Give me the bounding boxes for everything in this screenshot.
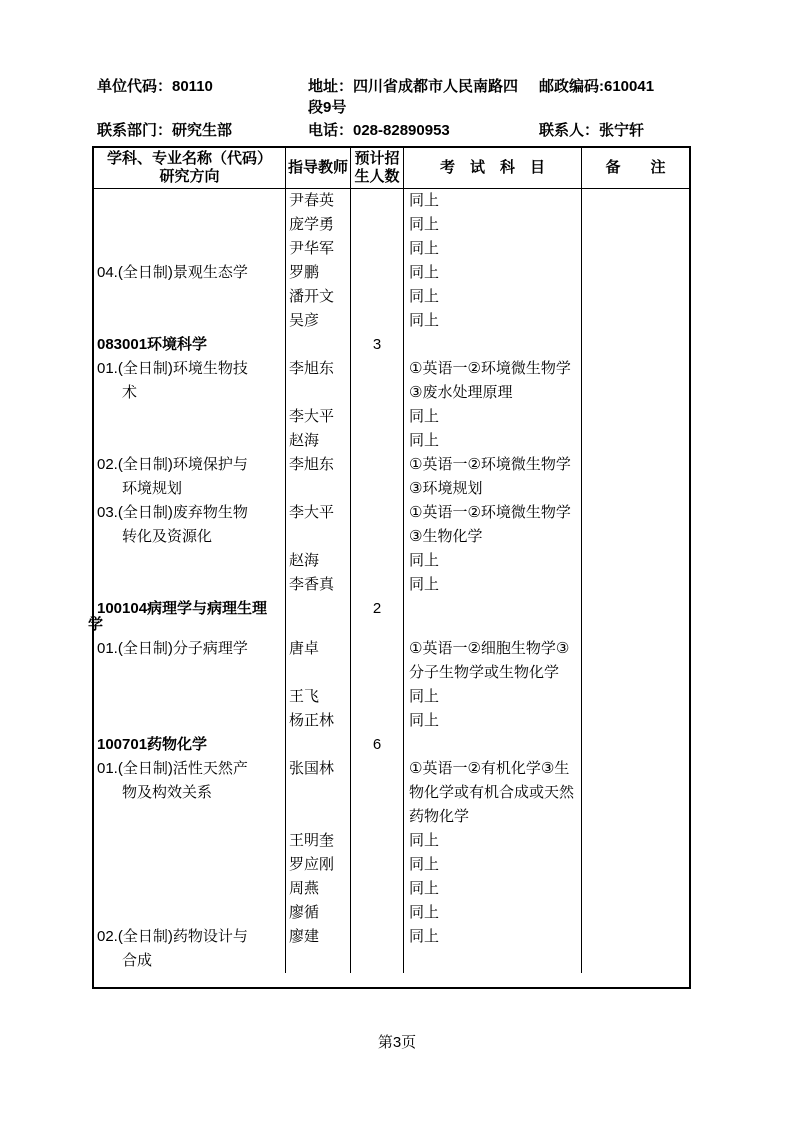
subjects-line: ①英语一②细胞生物学③ xyxy=(409,640,570,657)
quota-cell xyxy=(351,189,404,213)
major-cell xyxy=(94,549,286,573)
major-cell xyxy=(94,877,286,901)
quota-cell xyxy=(351,261,404,285)
subjects-line: 同上 xyxy=(409,216,440,233)
subjects-cell xyxy=(404,709,582,733)
major-cell xyxy=(94,237,286,261)
subjects-line: 同上 xyxy=(409,264,440,281)
advisor-cell xyxy=(286,709,351,733)
quota-cell xyxy=(351,685,404,709)
advisor-line: 李香真 xyxy=(289,576,335,593)
advisor-line: 吴彦 xyxy=(289,312,320,329)
advisor-cell xyxy=(286,501,351,549)
page-number: 第3页 xyxy=(377,1034,417,1051)
subjects-line: 同上 xyxy=(409,904,440,921)
table-row xyxy=(94,901,689,925)
advisor-cell xyxy=(286,213,351,237)
quota-cell xyxy=(351,285,404,309)
table-row xyxy=(94,925,689,973)
major-cell xyxy=(94,733,286,757)
admissions-table xyxy=(88,146,691,989)
table-row xyxy=(94,501,689,549)
major-cell xyxy=(94,429,286,453)
advisor-line: 杨正林 xyxy=(289,712,335,729)
advisor-cell xyxy=(286,877,351,901)
major-cell xyxy=(94,637,286,685)
subjects-cell xyxy=(404,853,582,877)
subjects-line: ①英语一②环境微生物学 xyxy=(409,360,571,377)
header-note-label: 备 注 xyxy=(605,159,666,176)
subjects-cell xyxy=(404,733,582,757)
subjects-line: 同上 xyxy=(409,240,440,257)
subjects-line: 同上 xyxy=(409,928,440,945)
quota-cell xyxy=(351,309,404,333)
subjects-cell xyxy=(404,597,582,637)
advisor-cell xyxy=(286,925,351,973)
contact-person: 联系人：张宁轩 xyxy=(539,122,645,139)
quota-cell xyxy=(351,853,404,877)
contact-dept: 联系部门：研究生部 xyxy=(97,122,233,139)
major-cell xyxy=(94,333,286,357)
major-cell xyxy=(94,685,286,709)
header-subjects xyxy=(404,148,582,188)
header-major-line1: 学科、专业名称（代码） xyxy=(106,150,272,167)
quota-cell xyxy=(351,429,404,453)
note-cell xyxy=(582,925,689,973)
note-cell xyxy=(582,189,689,213)
note-cell xyxy=(582,709,689,733)
major-cell xyxy=(94,829,286,853)
advisor-line: 李旭东 xyxy=(289,360,335,377)
advisor-cell xyxy=(286,829,351,853)
quota-cell xyxy=(351,597,404,637)
quota-cell xyxy=(351,501,404,549)
advisor-cell xyxy=(286,285,351,309)
header-note xyxy=(582,148,689,188)
quota-cell xyxy=(351,237,404,261)
advisor-line: 李大平 xyxy=(289,408,335,425)
subjects-line: 同上 xyxy=(409,712,440,729)
subjects-cell xyxy=(404,757,582,829)
advisor-cell xyxy=(286,853,351,877)
subjects-cell xyxy=(404,573,582,597)
major-line: 物及构效关系 xyxy=(122,784,213,801)
address xyxy=(308,76,539,120)
advisor-line: 赵海 xyxy=(289,552,320,569)
major-line: 04.(全日制)景观生态学 xyxy=(97,264,248,281)
table-row xyxy=(94,757,689,829)
subjects-cell xyxy=(404,333,582,357)
table-row xyxy=(94,573,689,597)
header-quota-line2: 生人数 xyxy=(354,168,400,185)
address-line1: 地址：四川省成都市人民南路四 xyxy=(308,78,519,95)
table-header-row xyxy=(94,148,689,189)
header-advisor-label: 指导教师 xyxy=(287,159,348,176)
advisor-line: 庞学勇 xyxy=(289,216,335,233)
subjects-line: 同上 xyxy=(409,312,440,329)
advisor-line: 尹华军 xyxy=(289,240,335,257)
table-body xyxy=(88,189,689,987)
subjects-cell xyxy=(404,405,582,429)
note-cell xyxy=(582,213,689,237)
subjects-line: ①英语一②环境微生物学 xyxy=(409,504,571,521)
advisor-cell xyxy=(286,549,351,573)
major-line: 100104病理学与病理生理 xyxy=(97,600,268,617)
subjects-cell xyxy=(404,549,582,573)
advisor-cell xyxy=(286,261,351,285)
note-cell xyxy=(582,261,689,285)
table-row xyxy=(94,685,689,709)
major-line: 01.(全日制)活性天然产 xyxy=(97,760,248,777)
advisor-cell xyxy=(286,685,351,709)
table-row xyxy=(94,549,689,573)
subjects-cell xyxy=(404,285,582,309)
subjects-cell xyxy=(404,261,582,285)
major-cell xyxy=(94,213,286,237)
table-row xyxy=(94,637,689,685)
quota-cell xyxy=(351,549,404,573)
major-cell xyxy=(94,573,286,597)
quota-cell xyxy=(351,405,404,429)
subjects-line: ③环境规划 xyxy=(409,480,483,497)
advisor-line: 潘开文 xyxy=(289,288,335,305)
header-subjects-label: 考 试 科 目 xyxy=(439,159,545,176)
header-quota-line1: 预计招 xyxy=(354,150,400,167)
advisor-line: 罗鹏 xyxy=(289,264,320,281)
major-cell xyxy=(94,309,286,333)
advisor-line: 罗应刚 xyxy=(289,856,335,873)
table-row xyxy=(94,285,689,309)
major-cell xyxy=(94,501,286,549)
major-line: 100701药物化学 xyxy=(97,736,208,753)
subjects-cell xyxy=(404,429,582,453)
note-cell xyxy=(582,453,689,501)
advisor-cell xyxy=(286,357,351,405)
note-cell xyxy=(582,357,689,405)
subjects-cell xyxy=(404,189,582,213)
subjects-line: 同上 xyxy=(409,288,440,305)
subjects-line: 分子生物学或生物化学 xyxy=(409,664,560,681)
contact-info-block xyxy=(97,76,691,141)
table-row xyxy=(94,237,689,261)
note-cell xyxy=(582,901,689,925)
subjects-line: 同上 xyxy=(409,408,440,425)
note-cell xyxy=(582,573,689,597)
subjects-cell xyxy=(404,685,582,709)
note-cell xyxy=(582,405,689,429)
advisor-cell xyxy=(286,189,351,213)
subjects-line: 药物化学 xyxy=(409,808,470,825)
advisor-cell xyxy=(286,901,351,925)
major-line: 02.(全日制)药物设计与 xyxy=(97,928,248,945)
quota-cell xyxy=(351,829,404,853)
major-cell xyxy=(94,189,286,213)
major-cell xyxy=(94,453,286,501)
header-advisor xyxy=(286,148,351,188)
postal-code: 邮政编码:610041 xyxy=(539,78,655,95)
note-cell xyxy=(582,549,689,573)
major-cell xyxy=(94,709,286,733)
subjects-line: ①英语一②有机化学③生 xyxy=(409,760,570,777)
subjects-line: ③生物化学 xyxy=(409,528,483,545)
table-row xyxy=(94,829,689,853)
subjects-line: 同上 xyxy=(409,552,440,569)
advisor-line: 李大平 xyxy=(289,504,335,521)
subjects-line: 同上 xyxy=(409,432,440,449)
advisor-cell xyxy=(286,637,351,685)
table-row xyxy=(94,357,689,405)
phone: 电话：028-82890953 xyxy=(308,122,450,139)
table-row xyxy=(94,429,689,453)
note-cell xyxy=(582,429,689,453)
note-cell xyxy=(582,877,689,901)
subjects-cell xyxy=(404,901,582,925)
major-cell xyxy=(94,405,286,429)
table-row xyxy=(94,261,689,285)
table-row xyxy=(94,733,689,757)
advisor-line: 廖循 xyxy=(289,904,320,921)
note-cell xyxy=(582,285,689,309)
subjects-cell xyxy=(404,213,582,237)
subjects-line: 同上 xyxy=(409,576,440,593)
major-cell xyxy=(94,261,286,285)
note-cell xyxy=(582,309,689,333)
note-cell xyxy=(582,829,689,853)
subjects-cell xyxy=(404,357,582,405)
subjects-cell xyxy=(404,637,582,685)
subjects-line: ③废水处理原理 xyxy=(409,384,513,401)
table-row xyxy=(94,877,689,901)
header-major xyxy=(94,148,286,188)
note-cell xyxy=(582,637,689,685)
major-line: 环境规划 xyxy=(122,480,183,497)
subjects-cell xyxy=(404,877,582,901)
quota-line: 3 xyxy=(372,336,382,353)
quota-cell xyxy=(351,733,404,757)
subjects-cell xyxy=(404,309,582,333)
advisor-cell xyxy=(286,757,351,829)
advisor-line: 王飞 xyxy=(289,688,320,705)
subjects-line: 物化学或有机合成或天然 xyxy=(409,784,575,801)
table-row xyxy=(94,453,689,501)
table-row xyxy=(94,189,689,213)
advisor-line: 周燕 xyxy=(289,880,320,897)
advisor-cell xyxy=(286,573,351,597)
advisor-cell xyxy=(286,453,351,501)
note-cell xyxy=(582,237,689,261)
advisor-cell xyxy=(286,237,351,261)
major-line: 术 xyxy=(122,384,138,401)
advisor-line: 赵海 xyxy=(289,432,320,449)
major-cell xyxy=(94,285,286,309)
major-line: 转化及资源化 xyxy=(122,528,213,545)
unit-code: 单位代码：80110 xyxy=(97,78,213,95)
major-line: 01.(全日制)环境生物技 xyxy=(97,360,248,377)
quota-cell xyxy=(351,901,404,925)
subjects-cell xyxy=(404,237,582,261)
table-row xyxy=(94,853,689,877)
major-cell xyxy=(94,925,286,973)
advisor-cell xyxy=(286,733,351,757)
table-row xyxy=(94,405,689,429)
note-cell xyxy=(582,733,689,757)
advisor-line: 廖建 xyxy=(289,928,320,945)
quota-cell xyxy=(351,757,404,829)
header-major-line2: 研究方向 xyxy=(159,168,220,185)
table-row xyxy=(94,213,689,237)
subjects-line: 同上 xyxy=(409,688,440,705)
subjects-line: 同上 xyxy=(409,832,440,849)
advisor-cell xyxy=(286,333,351,357)
advisor-line: 李旭东 xyxy=(289,456,335,473)
table-row xyxy=(94,709,689,733)
subjects-line: 同上 xyxy=(409,192,440,209)
quota-cell xyxy=(351,637,404,685)
subjects-line: 同上 xyxy=(409,880,440,897)
quota-cell xyxy=(351,333,404,357)
major-cell xyxy=(88,597,286,637)
major-cell xyxy=(94,901,286,925)
advisor-cell xyxy=(286,405,351,429)
advisor-line: 张国林 xyxy=(289,760,335,777)
major-cell xyxy=(94,853,286,877)
quota-line: 2 xyxy=(372,600,382,617)
advisor-line: 唐卓 xyxy=(289,640,320,657)
advisor-line: 尹春英 xyxy=(289,192,335,209)
quota-cell xyxy=(351,877,404,901)
subjects-cell xyxy=(404,925,582,973)
major-line: 03.(全日制)废弃物生物 xyxy=(97,504,248,521)
quota-line: 6 xyxy=(372,736,382,753)
subjects-cell xyxy=(404,829,582,853)
quota-cell xyxy=(351,357,404,405)
advisor-cell xyxy=(286,597,351,637)
note-cell xyxy=(582,757,689,829)
major-line: 01.(全日制)分子病理学 xyxy=(97,640,248,657)
note-cell xyxy=(582,853,689,877)
table-row xyxy=(88,597,689,637)
note-cell xyxy=(582,501,689,549)
table-row xyxy=(94,333,689,357)
advisor-cell xyxy=(286,429,351,453)
subjects-cell xyxy=(404,501,582,549)
major-line: 合成 xyxy=(122,952,153,969)
subjects-line: ①英语一②环境微生物学 xyxy=(409,456,571,473)
header-quota xyxy=(351,148,404,188)
quota-cell xyxy=(351,925,404,973)
advisor-cell xyxy=(286,309,351,333)
table-row xyxy=(94,309,689,333)
major-cell xyxy=(94,357,286,405)
quota-cell xyxy=(351,573,404,597)
subjects-cell xyxy=(404,453,582,501)
major-cell xyxy=(94,757,286,829)
note-cell xyxy=(582,685,689,709)
major-line: 083001环境科学 xyxy=(97,336,208,353)
address-line2: 段9号 xyxy=(308,99,347,116)
note-cell xyxy=(582,597,689,637)
quota-cell xyxy=(351,213,404,237)
subjects-line: 同上 xyxy=(409,856,440,873)
quota-cell xyxy=(351,709,404,733)
advisor-line: 王明奎 xyxy=(289,832,335,849)
quota-cell xyxy=(351,453,404,501)
major-line: 学 xyxy=(88,616,104,633)
major-line: 02.(全日制)环境保护与 xyxy=(97,456,248,473)
note-cell xyxy=(582,333,689,357)
